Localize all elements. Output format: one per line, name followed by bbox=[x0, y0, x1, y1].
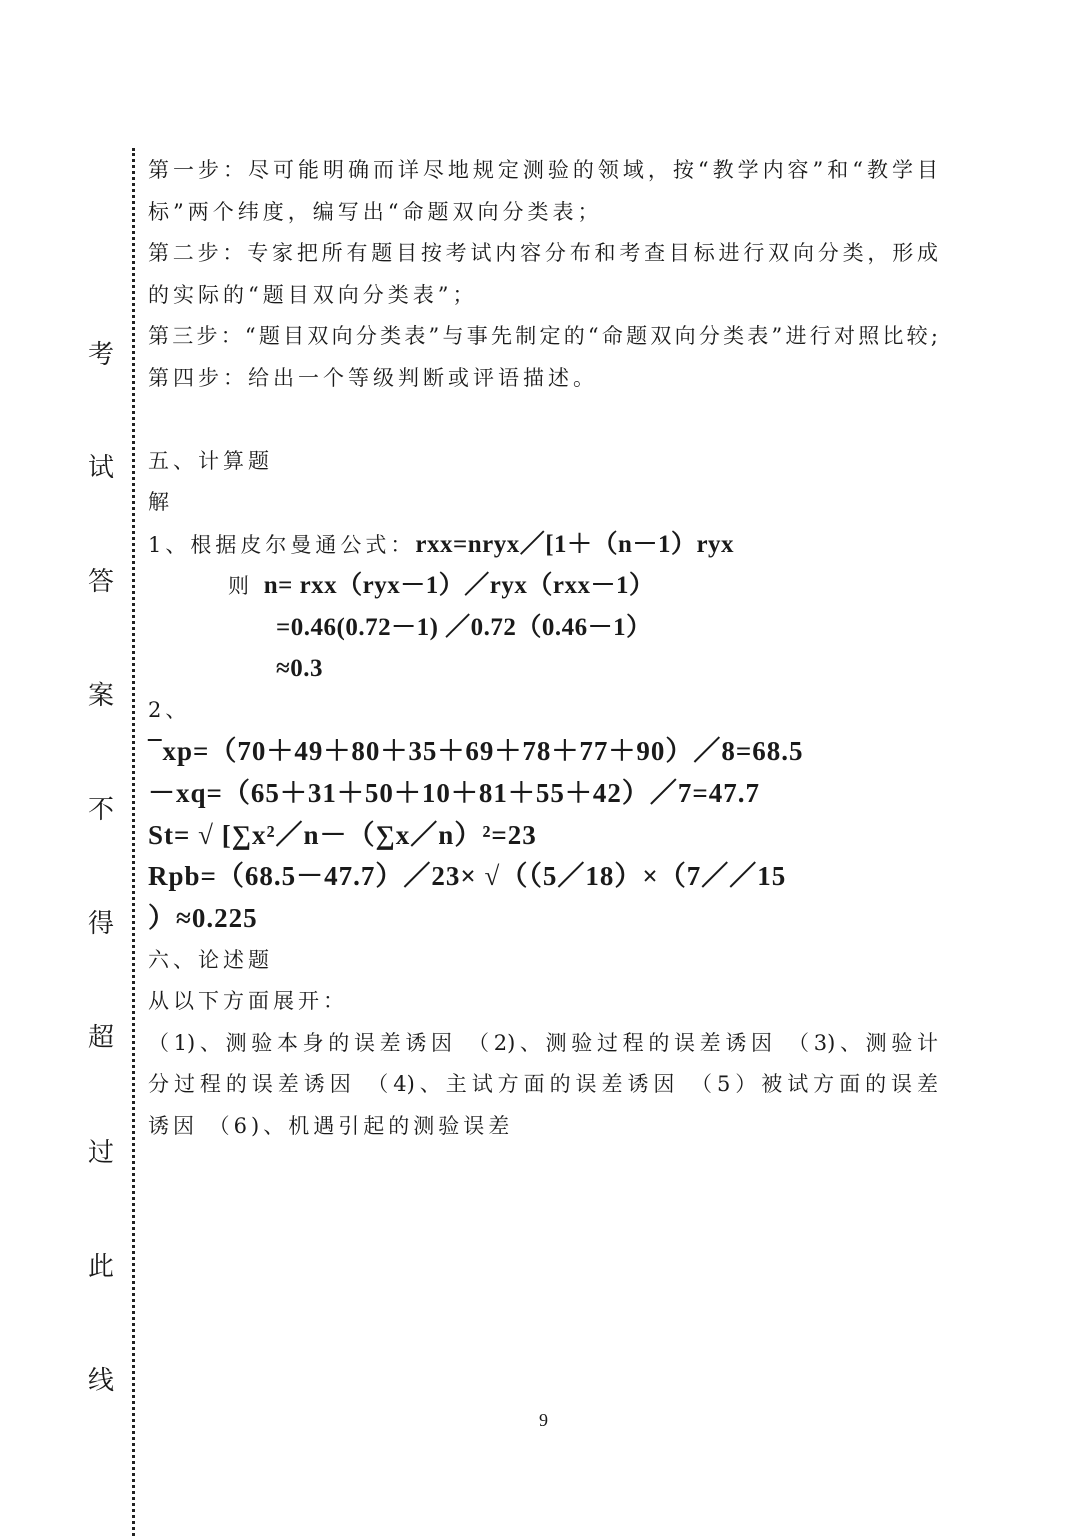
spearman-brown-formula: rxx=nryx／[1＋（n－1）ryx bbox=[415, 530, 735, 558]
margin-char: 线 bbox=[87, 1366, 114, 1396]
q1-substitution bbox=[148, 607, 938, 649]
q1-formula: ≈0.3 bbox=[276, 655, 323, 682]
margin-char: 此 bbox=[87, 1252, 114, 1282]
q2-formula: Rpb=（68.5－47.7）／23× √（（5／18）×（7／／15 bbox=[148, 861, 787, 892]
solution-label: 解 bbox=[148, 490, 173, 514]
step-line: 第三步：“题目双向分类表”与事先制定的“命题双向分类表”进行对照比较; bbox=[148, 324, 938, 348]
step-line: 的实际的“题目双向分类表”； bbox=[148, 282, 478, 307]
page-number: 9 bbox=[539, 1410, 548, 1430]
q1-label: 1、根据皮尔曼通公式： bbox=[148, 532, 416, 557]
margin-char: 得 bbox=[87, 909, 114, 939]
margin-char: 考 bbox=[87, 340, 114, 370]
q1-derivation bbox=[148, 565, 938, 607]
margin-char: 不 bbox=[87, 795, 114, 825]
binding-margin-text bbox=[86, 0, 116, 1536]
step-line: 标”两个纬度，编写出“命题双向分类表； bbox=[148, 199, 603, 224]
q2-label: 2、 bbox=[148, 697, 191, 722]
essay-intro: 从以下方面展开： bbox=[148, 989, 348, 1014]
answer-content bbox=[148, 150, 938, 1147]
q1-prefix: 则 bbox=[228, 574, 253, 598]
section-title: 六、论述题 bbox=[148, 947, 273, 972]
essay-line: （1)、测验本身的误差诱因 （2)、测验过程的误差诱因 （3)、测验计 bbox=[148, 1030, 938, 1055]
margin-char: 案 bbox=[87, 681, 114, 711]
step-line: 第四步：给出一个等级判断或评语描述。 bbox=[148, 365, 598, 390]
step-line: 第一步：尽可能明确而详尽地规定测验的领域，按“教学内容”和“教学目 bbox=[148, 158, 938, 182]
blank-line bbox=[148, 399, 938, 441]
q1-formula: =0.46(0.72－1) ／0.72（0.46－1） bbox=[276, 613, 652, 641]
step-line: 第二步：专家把所有题目按考试内容分布和考查目标进行双向分类，形成 bbox=[148, 241, 938, 265]
q2-formula: St= √ [∑x²／n－（∑x／n）²=23 bbox=[148, 819, 537, 850]
essay-line: 分过程的误差诱因 （4)、主试方面的误差诱因 （5）被试方面的误差 bbox=[148, 1072, 938, 1097]
binding-cut-line bbox=[132, 148, 135, 1536]
q1-line bbox=[148, 524, 938, 566]
q1-result bbox=[148, 648, 938, 690]
q2-formula: ¯xp=（70＋49＋80＋35＋69＋78＋77＋90）／8=68.5 bbox=[148, 736, 804, 766]
margin-char: 试 bbox=[87, 453, 114, 483]
margin-char: 超 bbox=[87, 1023, 114, 1053]
margin-char: 答 bbox=[87, 567, 114, 597]
section-title: 五、计算题 bbox=[148, 448, 273, 473]
q2-formula: ）≈0.225 bbox=[148, 903, 258, 934]
essay-line: 诱因 （6)、机遇引起的测验误差 bbox=[148, 1113, 514, 1138]
q2-formula: －xq=（65＋31＋50＋10＋81＋55＋42）／7=47.7 bbox=[148, 777, 761, 808]
margin-char: 过 bbox=[87, 1138, 114, 1168]
q1-formula: n= rxx（ryx－1）／ryx（rxx－1） bbox=[263, 572, 655, 599]
